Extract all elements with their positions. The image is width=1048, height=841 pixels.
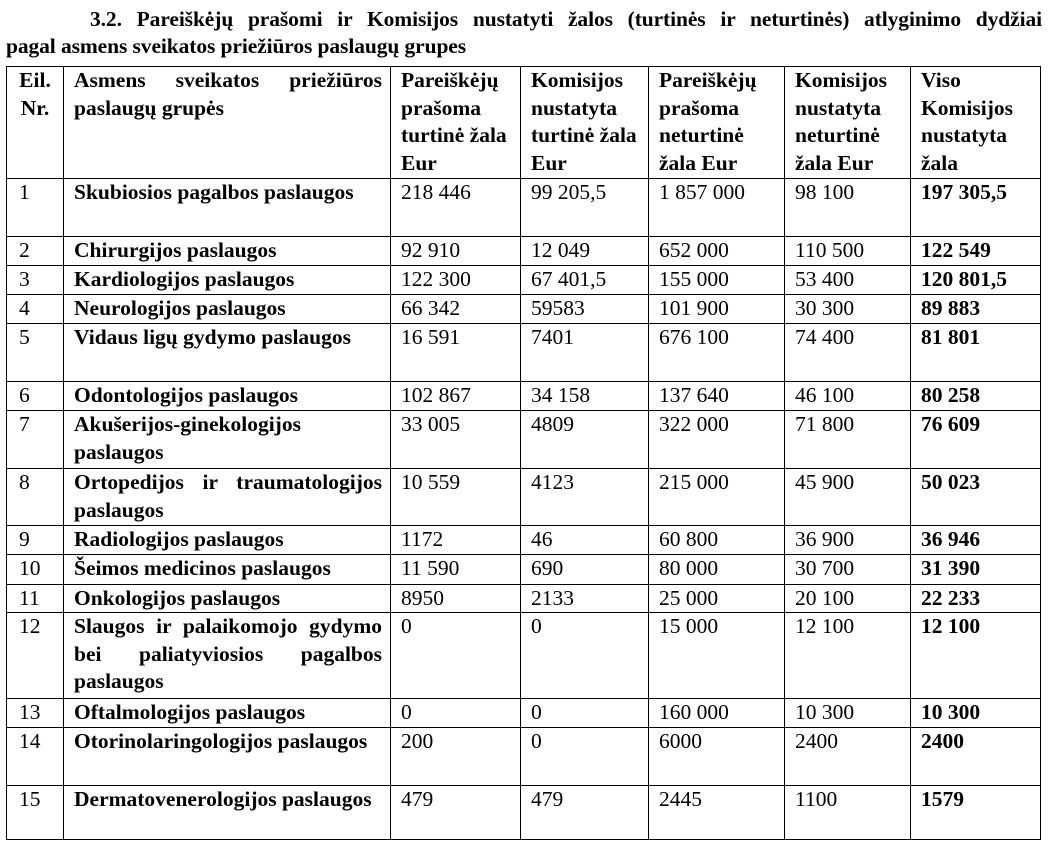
row-nr: 8 bbox=[7, 469, 64, 526]
table-row bbox=[7, 584, 1041, 613]
row-group: Ortopedijos ir traumatologijos paslaugos bbox=[64, 469, 391, 526]
row-commission-nonproperty: 30 300 bbox=[785, 295, 911, 324]
row-total: 197 305,5 bbox=[911, 179, 1041, 237]
row-nr: 14 bbox=[7, 727, 64, 785]
row-nr: 3 bbox=[7, 266, 64, 295]
row-total: 31 390 bbox=[911, 554, 1041, 584]
row-group: Vidaus ligų gydymo paslaugos bbox=[64, 324, 391, 382]
row-requested-property: 122 300 bbox=[391, 266, 521, 295]
row-total: 36 946 bbox=[911, 526, 1041, 555]
row-requested-property: 92 910 bbox=[391, 237, 521, 266]
row-group: Odontologijos paslaugos bbox=[64, 382, 391, 411]
row-total: 89 883 bbox=[911, 295, 1041, 324]
row-group: Šeimos medicinos paslaugos bbox=[64, 554, 391, 584]
row-group: Akušerijos-ginekologijos paslaugos bbox=[64, 411, 391, 469]
row-requested-nonproperty: 2445 bbox=[649, 785, 785, 839]
row-nr: 7 bbox=[7, 411, 64, 469]
row-commission-property: 0 bbox=[521, 699, 649, 728]
row-commission-property: 67 401,5 bbox=[521, 266, 649, 295]
row-requested-property: 10 559 bbox=[391, 469, 521, 526]
row-requested-property: 200 bbox=[391, 727, 521, 785]
row-commission-nonproperty: 10 300 bbox=[785, 699, 911, 728]
row-total: 2400 bbox=[911, 727, 1041, 785]
table-row bbox=[7, 324, 1041, 382]
row-group: Skubiosios pagalbos paslaugos bbox=[64, 179, 391, 237]
row-group: Slaugos ir palaikomojo gydymo bei paliatyviosios pagalbos paslaugos bbox=[64, 613, 391, 699]
table-row bbox=[7, 295, 1041, 324]
row-nr: 15 bbox=[7, 785, 64, 839]
row-group: Chirurgijos paslaugos bbox=[64, 237, 391, 266]
row-commission-property: 46 bbox=[521, 526, 649, 555]
row-requested-property: 218 446 bbox=[391, 179, 521, 237]
row-requested-nonproperty: 80 000 bbox=[649, 554, 785, 584]
row-total: 122 549 bbox=[911, 237, 1041, 266]
row-nr: 11 bbox=[7, 584, 64, 613]
row-total: 1579 bbox=[911, 785, 1041, 839]
row-total: 80 258 bbox=[911, 382, 1041, 411]
row-commission-nonproperty: 98 100 bbox=[785, 179, 911, 237]
row-requested-nonproperty: 215 000 bbox=[649, 469, 785, 526]
row-group: Onkologijos paslaugos bbox=[64, 584, 391, 613]
row-commission-nonproperty: 53 400 bbox=[785, 266, 911, 295]
header-commission-nonproperty: Komisijos nustatyta neturtinė žala Eur bbox=[785, 67, 911, 179]
table-row bbox=[7, 179, 1041, 237]
row-commission-property: 7401 bbox=[521, 324, 649, 382]
row-commission-property: 12 049 bbox=[521, 237, 649, 266]
row-total: 81 801 bbox=[911, 324, 1041, 382]
row-nr: 13 bbox=[7, 699, 64, 728]
row-commission-nonproperty: 71 800 bbox=[785, 411, 911, 469]
table-row bbox=[7, 469, 1041, 526]
header-requested-property: Pareiškėjų prašoma turtinė žala Eur bbox=[391, 67, 521, 179]
section-title-line-2: pagal asmens sveikatos priežiūros paslaugų grupes bbox=[6, 34, 467, 58]
row-requested-nonproperty: 652 000 bbox=[649, 237, 785, 266]
header-requested-nonproperty: Pareiškėjų prašoma neturtinė žala Eur bbox=[649, 67, 785, 179]
table-row bbox=[7, 237, 1041, 266]
row-group: Radiologijos paslaugos bbox=[64, 526, 391, 555]
row-group: Otorinolaringologijos paslaugos bbox=[64, 727, 391, 785]
row-group: Kardiologijos paslaugos bbox=[64, 266, 391, 295]
row-commission-nonproperty: 20 100 bbox=[785, 584, 911, 613]
row-commission-property: 99 205,5 bbox=[521, 179, 649, 237]
row-commission-property: 0 bbox=[521, 613, 649, 699]
row-requested-property: 479 bbox=[391, 785, 521, 839]
header-nr: Eil. Nr. bbox=[7, 67, 64, 179]
table-header-row bbox=[7, 67, 1041, 179]
row-nr: 2 bbox=[7, 237, 64, 266]
row-total: 22 233 bbox=[911, 584, 1041, 613]
row-total: 10 300 bbox=[911, 699, 1041, 728]
row-commission-property: 59583 bbox=[521, 295, 649, 324]
row-commission-nonproperty: 110 500 bbox=[785, 237, 911, 266]
row-requested-property: 16 591 bbox=[391, 324, 521, 382]
row-requested-nonproperty: 160 000 bbox=[649, 699, 785, 728]
table-row bbox=[7, 526, 1041, 555]
row-group: Neurologijos paslaugos bbox=[64, 295, 391, 324]
row-nr: 1 bbox=[7, 179, 64, 237]
row-requested-property: 0 bbox=[391, 613, 521, 699]
row-commission-property: 4809 bbox=[521, 411, 649, 469]
row-nr: 4 bbox=[7, 295, 64, 324]
row-commission-nonproperty: 74 400 bbox=[785, 324, 911, 382]
row-commission-property: 4123 bbox=[521, 469, 649, 526]
row-requested-property: 66 342 bbox=[391, 295, 521, 324]
row-requested-property: 0 bbox=[391, 699, 521, 728]
row-requested-property: 33 005 bbox=[391, 411, 521, 469]
table-row bbox=[7, 411, 1041, 469]
row-total: 12 100 bbox=[911, 613, 1041, 699]
row-requested-nonproperty: 101 900 bbox=[649, 295, 785, 324]
row-group: Oftalmologijos paslaugos bbox=[64, 699, 391, 728]
row-commission-property: 479 bbox=[521, 785, 649, 839]
header-commission-property: Komisijos nustatyta turtinė žala Eur bbox=[521, 67, 649, 179]
row-requested-property: 8950 bbox=[391, 584, 521, 613]
row-requested-property: 11 590 bbox=[391, 554, 521, 584]
row-total: 120 801,5 bbox=[911, 266, 1041, 295]
row-requested-nonproperty: 6000 bbox=[649, 727, 785, 785]
row-group: Dermatovenerologijos paslaugos bbox=[64, 785, 391, 839]
row-commission-nonproperty: 30 700 bbox=[785, 554, 911, 584]
row-requested-nonproperty: 15 000 bbox=[649, 613, 785, 699]
row-requested-nonproperty: 1 857 000 bbox=[649, 179, 785, 237]
table-row bbox=[7, 699, 1041, 728]
row-total: 50 023 bbox=[911, 469, 1041, 526]
row-requested-nonproperty: 25 000 bbox=[649, 584, 785, 613]
header-total: Viso Komisijos nustatyta žala bbox=[911, 67, 1041, 179]
section-title-line-1: 3.2. Pareiškėjų prašomi ir Komisijos nustatyti žalos (turtinės ir neturtinės) atlyginimo dydžiai bbox=[90, 7, 1042, 31]
row-commission-nonproperty: 12 100 bbox=[785, 613, 911, 699]
row-commission-nonproperty: 1100 bbox=[785, 785, 911, 839]
row-nr: 12 bbox=[7, 613, 64, 699]
row-requested-property: 102 867 bbox=[391, 382, 521, 411]
row-requested-nonproperty: 137 640 bbox=[649, 382, 785, 411]
row-nr: 6 bbox=[7, 382, 64, 411]
table-row bbox=[7, 266, 1041, 295]
row-requested-property: 1172 bbox=[391, 526, 521, 555]
row-commission-nonproperty: 36 900 bbox=[785, 526, 911, 555]
table-row bbox=[7, 613, 1041, 699]
row-nr: 10 bbox=[7, 554, 64, 584]
row-nr: 9 bbox=[7, 526, 64, 555]
row-commission-property: 0 bbox=[521, 727, 649, 785]
row-requested-nonproperty: 155 000 bbox=[649, 266, 785, 295]
row-commission-property: 690 bbox=[521, 554, 649, 584]
table-row bbox=[7, 554, 1041, 584]
row-total: 76 609 bbox=[911, 411, 1041, 469]
section-title bbox=[6, 6, 1042, 60]
damages-table bbox=[6, 66, 1041, 840]
row-commission-property: 2133 bbox=[521, 584, 649, 613]
row-commission-nonproperty: 45 900 bbox=[785, 469, 911, 526]
row-commission-property: 34 158 bbox=[521, 382, 649, 411]
table-row bbox=[7, 727, 1041, 785]
row-requested-nonproperty: 60 800 bbox=[649, 526, 785, 555]
row-requested-nonproperty: 676 100 bbox=[649, 324, 785, 382]
row-commission-nonproperty: 46 100 bbox=[785, 382, 911, 411]
row-requested-nonproperty: 322 000 bbox=[649, 411, 785, 469]
table-row bbox=[7, 382, 1041, 411]
table-row bbox=[7, 785, 1041, 839]
header-group: Asmens sveikatos priežiūros paslaugų grupės bbox=[64, 67, 391, 179]
row-nr: 5 bbox=[7, 324, 64, 382]
row-commission-nonproperty: 2400 bbox=[785, 727, 911, 785]
